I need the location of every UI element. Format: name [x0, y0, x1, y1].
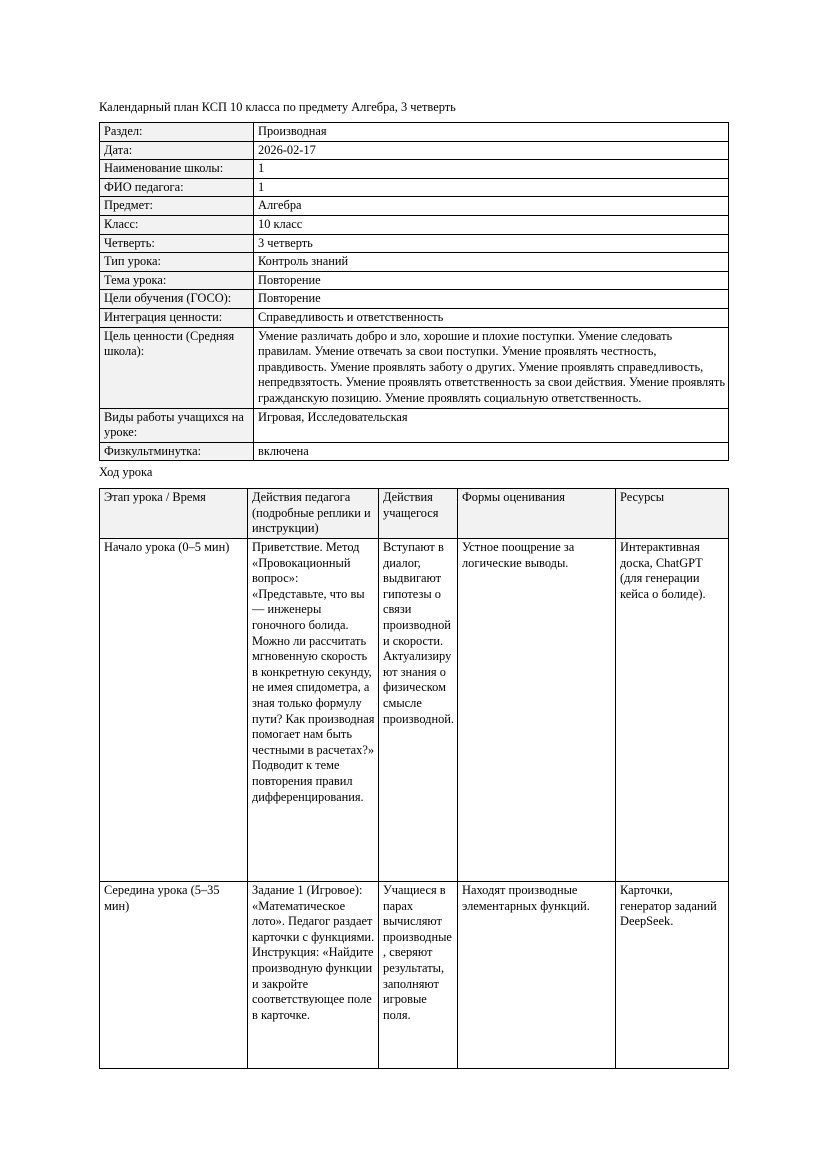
info-label: Интеграция ценности: — [100, 308, 254, 327]
table-row — [100, 215, 729, 234]
info-value: 1 — [254, 178, 729, 197]
table-row — [100, 123, 729, 142]
table-header-row — [100, 489, 729, 539]
info-label: Виды работы учащихся на уроке: — [100, 408, 254, 442]
info-value: 3 четверть — [254, 234, 729, 253]
info-value: Повторение — [254, 290, 729, 309]
info-value: включена — [254, 442, 729, 461]
info-value: Справедливость и ответственность — [254, 308, 729, 327]
cell-student-actions: Учащиеся в парах вычисляют производные, сверяют результаты, заполняют игровые поля. — [379, 882, 458, 1069]
table-row — [100, 408, 729, 442]
info-label: Цели обучения (ГОСО): — [100, 290, 254, 309]
info-label: Четверть: — [100, 234, 254, 253]
cell-assessment: Устное поощрение за логические выводы. — [458, 539, 616, 882]
info-label: Тема урока: — [100, 271, 254, 290]
info-value: 2026-02-17 — [254, 141, 729, 160]
lesson-flow-table-body — [100, 539, 729, 1069]
table-row — [100, 308, 729, 327]
lesson-info-table — [99, 122, 729, 461]
table-row — [100, 539, 729, 882]
cell-stage: Середина урока (5–35 мин) — [100, 882, 248, 1069]
cell-assessment: Находят производные элементарных функций. — [458, 882, 616, 1069]
info-value: Производная — [254, 123, 729, 142]
table-row — [100, 234, 729, 253]
lesson-flow-table-head — [100, 489, 729, 539]
table-row — [100, 178, 729, 197]
column-header-student-actions: Действия учащегося — [379, 489, 458, 539]
info-value: 1 — [254, 160, 729, 179]
info-value: Умение различать добро и зло, хорошие и плохие поступки. Умение следовать правилам. Умение отвечать за свои поступки. Умение проявлять честность, правдивость. Умение проявлять заботу о других. Умение проявлять справедливость, непредвзятость. Умение проявлять ответственность за свои действия. Умение проявлять гражданскую позицию. Умение проявлять социальную ответственность. — [254, 327, 729, 408]
info-value: 10 класс — [254, 215, 729, 234]
info-value: Игровая, Исследовательская — [254, 408, 729, 442]
cell-teacher-actions: Задание 1 (Игровое): «Математическое лото». Педагог раздает карточки с функциями. Инструкция: «Найдите производную функции и закройте соответствующее поле в карточке. — [248, 882, 379, 1069]
info-label: Класс: — [100, 215, 254, 234]
info-label: Дата: — [100, 141, 254, 160]
cell-teacher-actions: Приветствие. Метод «Провокационный вопрос»: «Представьте, что вы — инженеры гоночного болида. Можно ли рассчитать мгновенную скорость в конкретную секунду, не имея спидометра, а зная только формулу пути? Как производная помогает нам быть честными в расчетах?» Подводит к теме повторения правил дифференцирования. — [248, 539, 379, 882]
column-header-teacher-actions: Действия педагога (подробные реплики и инструкции) — [248, 489, 379, 539]
info-value: Алгебра — [254, 197, 729, 216]
info-label: Предмет: — [100, 197, 254, 216]
table-row — [100, 253, 729, 272]
table-row — [100, 271, 729, 290]
cell-student-actions: Вступают в диалог, выдвигают гипотезы о связи производной и скорости. Актуализируют знания о физическом смысле производной. — [379, 539, 458, 882]
info-label: ФИО педагога: — [100, 178, 254, 197]
info-label: Цель ценности (Средняя школа): — [100, 327, 254, 408]
table-row — [100, 327, 729, 408]
cell-resources: Карточки, генератор заданий DeepSeek. — [616, 882, 729, 1069]
info-label: Раздел: — [100, 123, 254, 142]
info-value: Повторение — [254, 271, 729, 290]
table-row — [100, 160, 729, 179]
info-value: Контроль знаний — [254, 253, 729, 272]
column-header-resources: Ресурсы — [616, 489, 729, 539]
info-label: Наименование школы: — [100, 160, 254, 179]
table-row — [100, 197, 729, 216]
cell-resources: Интерактивная доска, ChatGPT (для генерации кейса о болиде). — [616, 539, 729, 882]
section-heading-lesson-flow: Ход урока — [99, 465, 153, 480]
info-label: Физкультминутка: — [100, 442, 254, 461]
table-row — [100, 442, 729, 461]
table-row — [100, 141, 729, 160]
column-header-stage: Этап урока / Время — [100, 489, 248, 539]
column-header-assessment: Формы оценивания — [458, 489, 616, 539]
lesson-flow-table — [99, 488, 729, 1069]
table-row — [100, 882, 729, 1069]
lesson-info-table-body — [100, 123, 729, 461]
page-title: Календарный план КСП 10 класса по предмету Алгебра, 3 четверть — [99, 100, 456, 114]
cell-stage: Начало урока (0–5 мин) — [100, 539, 248, 882]
info-label: Тип урока: — [100, 253, 254, 272]
table-row — [100, 290, 729, 309]
